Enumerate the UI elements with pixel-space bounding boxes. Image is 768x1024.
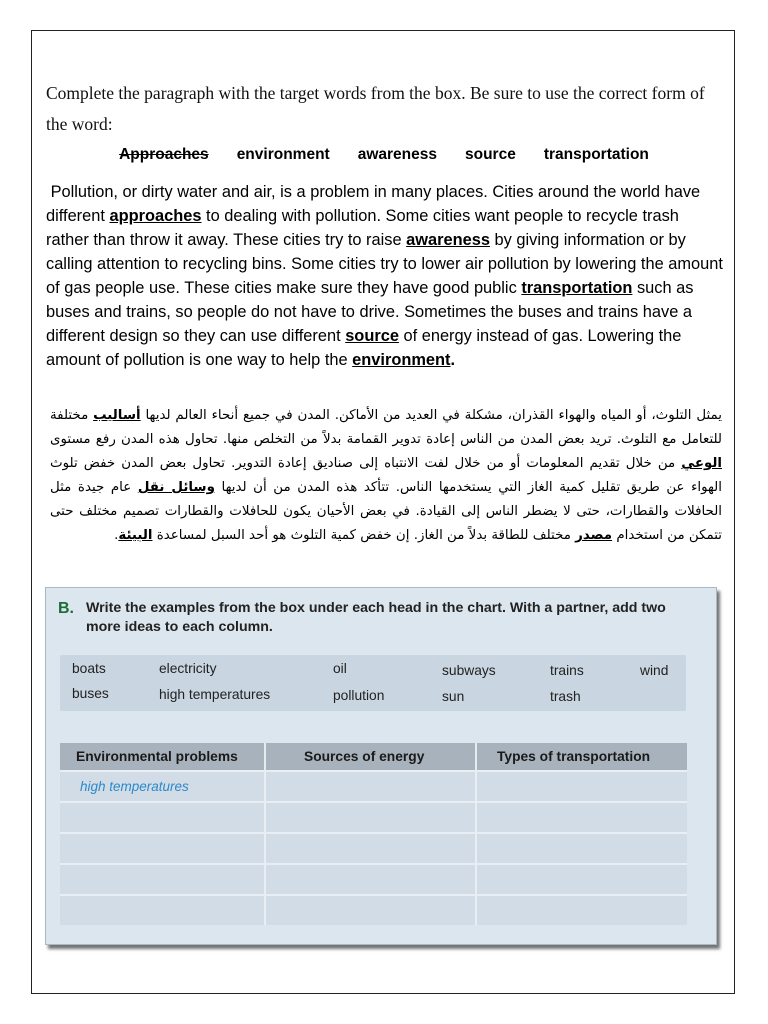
exercise-instruction: Write the examples from the box under each head in the chart. With a partner, add two more ideas to each column. bbox=[86, 600, 666, 635]
chart-cell[interactable] bbox=[477, 803, 687, 832]
example-word: boats bbox=[72, 661, 106, 676]
chart-row bbox=[60, 894, 687, 925]
example-word: subways bbox=[442, 663, 496, 678]
example-word: sun bbox=[442, 689, 465, 704]
answer-word: source bbox=[345, 327, 399, 345]
english-paragraph: Pollution, or dirty water and air, is a problem in many places. Cities around the world have different approaches to dealing with pollution. Some cities want people to recycle trash rather than throw it away. These cities try to raise awareness by giving information or by calling attention to recycling bins. Some cities try to lower air pollution by lowering the amount of gas people use. These cities make sure they have good public transportation such as buses and trains, so people do not have to drive. Sometimes the buses and trains have a different design so they can use different source of energy instead of gas. Lowering the amount of pollution is one way to help the environment. bbox=[46, 183, 723, 369]
chart-cell[interactable] bbox=[266, 772, 477, 801]
chart-cell[interactable] bbox=[60, 803, 266, 832]
example-word: pollution bbox=[333, 688, 385, 703]
target-word: source bbox=[464, 146, 516, 163]
chart-cell[interactable] bbox=[266, 865, 477, 894]
answer-word: البيئة bbox=[118, 528, 153, 543]
exercise-letter: B. bbox=[58, 600, 74, 617]
chart-cell[interactable] bbox=[477, 772, 687, 801]
chart-row bbox=[60, 770, 687, 801]
chart-cell[interactable] bbox=[266, 834, 477, 863]
category-chart bbox=[60, 743, 687, 916]
answer-word: أساليب bbox=[93, 408, 141, 423]
column-header: Sources of energy bbox=[266, 743, 477, 770]
answer-word: وسائل نقل bbox=[137, 480, 215, 495]
column-header: Types of transportation bbox=[497, 749, 651, 764]
answer-word: environment bbox=[352, 351, 451, 369]
example-word: wind bbox=[640, 663, 669, 678]
answer-word: awareness bbox=[406, 231, 490, 249]
chart-cell[interactable] bbox=[477, 896, 687, 925]
answer-word: مصدر bbox=[575, 528, 613, 543]
example-word: trains bbox=[550, 663, 584, 678]
target-word: transportation bbox=[543, 146, 649, 163]
answer-word: approaches bbox=[109, 207, 202, 225]
exercise-title bbox=[58, 599, 698, 637]
chart-row bbox=[60, 832, 687, 863]
chart-cell[interactable] bbox=[60, 865, 266, 894]
target-word: awareness bbox=[357, 146, 437, 163]
chart-row bbox=[60, 863, 687, 894]
example-word-box bbox=[60, 655, 686, 711]
chart-cell[interactable] bbox=[266, 896, 477, 925]
answer-word: الوعي bbox=[681, 456, 722, 471]
chart-cell[interactable] bbox=[60, 896, 266, 925]
example-word: buses bbox=[72, 686, 109, 701]
target-word: Approaches bbox=[119, 146, 209, 163]
chart-cell[interactable] bbox=[477, 865, 687, 894]
arabic-paragraph: يمثل التلوث، أو المياه والهواء القذران، مشكلة في العديد من الأماكن. المدن في جميع أنحاء العالم لديها أساليب مختلفة للتعامل مع التلوث. تريد بعض المدن من الناس إعادة تدوير القمامة بدلاً من التخلص منها. تحاول هذه المدن رفع مستوى الوعي من خلال تقديم المعلومات أو من خلال لفت الانتباه إلى صناديق إعادة التدوير. تحاول بعض المدن خفض تلوث الهواء عن طريق تقليل كمية الغاز التي يستخدمها الناس. تتأكد هذه المدن من أن لديها وسائل نقل عام جيدة مثل الحافلات والقطارات، حتى لا يضطر الناس إلى القيادة. في بعض الأحيان يكون للحافلات والقطارات تصميم مختلف حتى تتمكن من استخدام مصدر مختلف للطاقة بدلاً من الغاز. إن خفض كمية التلوث هو أحد السبل لمساعدة البيئة. bbox=[50, 408, 723, 543]
chart-cell[interactable] bbox=[266, 803, 477, 832]
chart-header-row bbox=[60, 743, 687, 770]
target-word: environment bbox=[236, 146, 330, 163]
example-word: oil bbox=[333, 661, 347, 676]
example-word: high temperatures bbox=[159, 687, 271, 702]
chart-cell[interactable] bbox=[477, 834, 687, 863]
target-word-box bbox=[46, 146, 722, 164]
instruction-text: Complete the paragraph with the target words from the box. Be sure to use the correct form of the word: bbox=[46, 83, 705, 134]
chart-row bbox=[60, 801, 687, 832]
example-word: electricity bbox=[159, 661, 217, 676]
example-word: trash bbox=[550, 689, 581, 704]
column-header: Environmental problems bbox=[60, 743, 266, 770]
answer-word: transportation bbox=[521, 279, 633, 297]
chart-cell[interactable]: high temperatures bbox=[60, 772, 266, 801]
chart-cell[interactable] bbox=[60, 834, 266, 863]
textbook-exercise bbox=[45, 587, 717, 945]
